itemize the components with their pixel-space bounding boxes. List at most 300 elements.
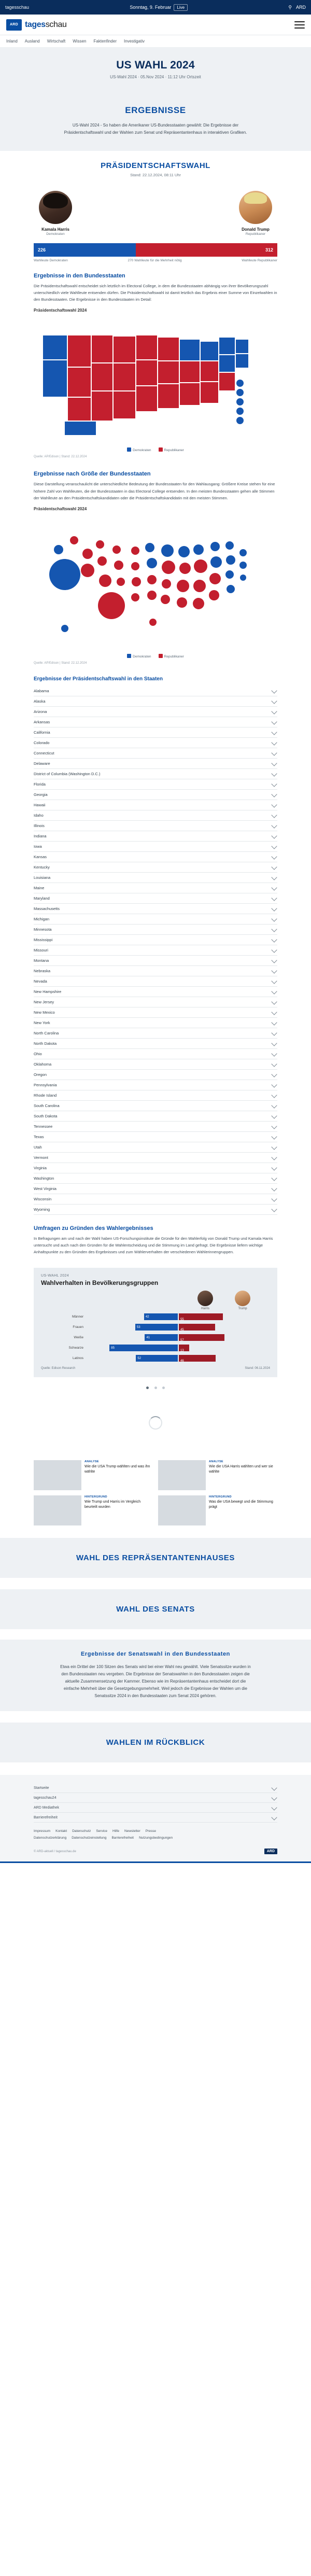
footer-bottom [34,1849,277,1861]
topbar-search-icon[interactable]: ⚲ [288,4,292,10]
chart-bar-row [41,1312,270,1321]
state-accordion-row[interactable] [34,1028,277,1039]
nav-item-ausland[interactable]: Ausland [24,39,40,44]
map-legend [34,447,277,452]
state-accordion-label: Kentucky [34,864,50,870]
state-accordion-label: California [34,730,50,735]
state-accordion-label: Pennsylvania [34,1082,57,1087]
results-lead: US-Wahl 2024 - So haben die Amerikaner US-Bundesstaaten gewählt: Die Ergebnisse der Präsidentschaftswahl und der Wahlen zum Senat und Repräsentantenhaus in interaktiven Grafiken. [64,123,247,135]
state-accordion-row[interactable] [34,1194,277,1205]
state-accordion-row[interactable] [34,686,277,696]
chevron-down-icon[interactable] [271,999,277,1005]
state-accordion-label: Wyoming [34,1207,50,1212]
chevron-down-icon[interactable] [271,1020,277,1026]
chart-bar-pair [87,1313,270,1320]
chevron-down-icon[interactable] [271,1093,277,1098]
senate-detail-title: Ergebnisse der Senatswahl in den Bundesstaaten [80,1651,230,1658]
nav-item-wissen[interactable]: Wissen [73,39,87,44]
state-accordion-row[interactable] [34,945,277,956]
presidential-heading: PRÄSIDENTSCHAFTSWAHL [101,161,210,170]
state-accordion-label: Alaska [34,698,46,704]
state-accordion-label: New Jersey [34,999,54,1004]
survey-chart-card[interactable] [34,1268,277,1377]
teaser-card[interactable] [158,1495,277,1525]
state-accordion-label: Oregon [34,1072,47,1077]
electoral-vote-bar [34,243,277,257]
chart-bar-trump [179,1345,189,1351]
footer-link[interactable]: Datenschutzeinstellung [72,1836,107,1840]
chart-kicker: US-WAHL 2024 [41,1274,69,1278]
state-accordion-label: Delaware [34,761,50,766]
us-choropleth-map[interactable] [34,315,277,444]
chevron-down-icon[interactable] [271,1144,277,1150]
carousel-dot-1[interactable] [146,1387,149,1389]
state-accordion-label: Connecticut [34,750,54,755]
state-accordion-row[interactable] [34,976,277,987]
state-accordion-row[interactable] [34,987,277,997]
loading-area [0,1392,311,1454]
state-accordion-row[interactable] [34,1007,277,1018]
harris-avatar [197,1291,213,1306]
chart-bar-trump-value: 55 [180,1318,184,1322]
trump-portrait [239,191,272,224]
electoral-bar-republicans: 312 [136,243,277,257]
state-accordion-row[interactable] [34,966,277,976]
chevron-down-icon[interactable] [271,1155,277,1160]
chevron-down-icon[interactable] [271,1785,277,1790]
chart-bar-harris [135,1324,178,1331]
chart-bar-pair [87,1345,270,1351]
cartogram-text: Diese Darstellung veranschaulicht die unterschiedliche Bedeutung der Bundesstaaten für den Wahlausgang: Größere Kreise stehen für eine höhere Zahl von Wahlleuten, die der Bundesstaaten in das Electoral College entsenden. In den meisten Bundesstaaten gehen alle Stimmen der Wahlleute an den Präsidentschaftskandidaten oder die Präsidentschaftskandidatin mit den meisten Stimmen. [34,482,275,500]
state-accordion-row[interactable] [34,1059,277,1070]
state-accordion-row[interactable] [34,1163,277,1173]
state-accordion-row[interactable] [34,738,277,748]
chart-bars [41,1312,270,1363]
state-accordion-row[interactable] [34,1090,277,1101]
state-accordion-row[interactable] [34,935,277,945]
retrospective-section [0,1723,311,1762]
state-accordion-row[interactable] [34,893,277,904]
footer-link[interactable]: Barrierefreiheit [111,1836,134,1840]
chevron-down-icon[interactable] [271,854,277,860]
state-accordion-row[interactable] [34,1111,277,1122]
state-accordion-row[interactable] [34,696,277,707]
state-accordion-label: Oklahoma [34,1061,52,1067]
cartogram-svg [34,513,277,651]
state-accordion-row[interactable] [34,1039,277,1049]
chart-bar-trump [179,1324,215,1331]
state-accordion-row[interactable] [34,1049,277,1059]
teaser-headline[interactable]: Wie die USA Harris wählten und wer sie wählte [209,1465,273,1474]
state-accordion-row[interactable] [34,956,277,966]
chart-source: Quelle: Edison Research [41,1367,76,1370]
primary-navigation [0,35,311,48]
chart-bar-label: Latinos [73,1356,83,1361]
chart-bar-trump-value: 45 [180,1328,184,1332]
state-map-caption: Präsidentschaftswahl 2024 [34,308,87,313]
chevron-down-icon[interactable] [271,968,277,974]
chevron-down-icon[interactable] [271,864,277,870]
footer-link[interactable]: Nutzungsbedingungen [139,1836,173,1840]
chart-bar-label: Frauen [73,1325,83,1329]
survey-title: Umfragen zu Gründen des Wahlergebnisses [34,1225,153,1231]
chevron-down-icon[interactable] [271,709,277,715]
footer-row[interactable] [34,1813,277,1823]
chart-bar-harris [136,1355,178,1362]
teaser-thumbnail [158,1460,206,1490]
chart-footer [41,1367,270,1370]
chart-head-trump [231,1291,255,1310]
chart-bar-trump [179,1313,223,1320]
state-accordion-row[interactable] [34,831,277,842]
chevron-down-icon[interactable] [271,1010,277,1015]
house-section [0,1538,311,1578]
footer-link-line [34,1835,277,1841]
chevron-down-icon[interactable] [271,1103,277,1109]
chevron-down-icon[interactable] [271,813,277,818]
chart-bar-harris [145,1334,178,1341]
state-accordion-row[interactable] [34,800,277,810]
loading-spinner-icon [149,1416,162,1430]
chevron-down-icon[interactable] [271,823,277,829]
chevron-down-icon[interactable] [271,937,277,943]
nav-item-investigativ[interactable]: Investigativ [123,39,145,44]
carousel-dots[interactable] [0,1382,311,1392]
footer-ard-label: ARD [264,1849,277,1854]
ard-logo-text: ARD [9,23,19,26]
teaser-kicker: ANALYSE [84,1460,99,1464]
state-accordion-label: Texas [34,1134,44,1139]
chevron-down-icon[interactable] [271,1124,277,1129]
state-accordion-row[interactable] [34,707,277,717]
teaser-card[interactable] [34,1495,153,1525]
state-accordion-row[interactable] [34,769,277,779]
teaser-thumbnail [34,1460,81,1490]
chevron-down-icon[interactable] [271,792,277,797]
state-map-title: Ergebnisse in den Bundesstaaten [34,273,125,279]
electoral-bar-legend [34,259,277,262]
state-accordion-label: Minnesota [34,927,52,932]
state-accordion-row[interactable] [34,779,277,790]
state-accordion-label: South Carolina [34,1103,60,1108]
footer-row[interactable] [34,1803,277,1813]
footer-link[interactable]: Hilfe [112,1829,120,1833]
states-list [34,686,277,1215]
state-accordion-row[interactable] [34,748,277,759]
state-accordion-label: Virginia [34,1165,47,1170]
chevron-down-icon[interactable] [271,761,277,766]
chevron-down-icon[interactable] [271,1175,277,1181]
state-accordion-row[interactable] [34,862,277,873]
footer-row[interactable] [34,1793,277,1803]
chevron-down-icon[interactable] [271,1030,277,1036]
legend-majority-note: 270 Wahlleute für die Mehrheit nötig [128,259,182,262]
footer-link[interactable]: Datenschutz [72,1829,91,1833]
chevron-down-icon[interactable] [271,978,277,984]
teaser-headline[interactable]: Wie Trump und Harris im Vergleich beurteilt wurden [84,1500,141,1509]
senate-section [0,1589,311,1629]
footer-row-label: ARD Mediathek [34,1805,60,1810]
state-accordion-row[interactable] [34,1205,277,1215]
chevron-down-icon[interactable] [271,989,277,995]
footer-link[interactable]: Kontakt [55,1829,67,1833]
teaser-list [34,1460,277,1525]
chevron-down-icon[interactable] [271,688,277,694]
chevron-down-icon[interactable] [271,1134,277,1140]
chart-timestamp: Stand: 06.11.2024 [245,1367,270,1370]
trump-name: Donald Trump [242,227,270,232]
state-accordion-row[interactable] [34,925,277,935]
chevron-down-icon[interactable] [271,1186,277,1192]
state-accordion-label: Indiana [34,833,47,838]
candidate-row [34,191,277,236]
harris-name: Kamala Harris [41,227,69,232]
chart-bar-label: Männer [72,1315,83,1319]
chevron-down-icon[interactable] [271,719,277,725]
state-accordion-label: Wisconsin [34,1196,52,1201]
chevron-down-icon[interactable] [271,916,277,922]
survey-text: In Befragungen am und nach der Wahl haben US-Forschungsinstitute die Gründe für den Wahlerfolg von Donald Trump und Kamala Harris untersucht und auch nach den Gründen für die Wahlentscheidung und die Stimmung im Land gefragt. Die Ergebnisse liefern wichtige Anhaltspunkte zu den Gründen des Ergebnisses und zum Wählerverhalten der verschiedenen Wählerinnengruppen. [34,1236,273,1254]
state-accordion-label: Montana [34,958,49,963]
state-accordion-label: West Virginia [34,1186,56,1191]
state-accordion-label: Tennessee [34,1124,53,1129]
site-logo[interactable] [6,19,67,31]
state-accordion-row[interactable] [34,1132,277,1142]
chevron-down-icon[interactable] [271,1082,277,1088]
state-accordion-label: Rhode Island [34,1093,57,1098]
state-accordion-row[interactable] [34,727,277,738]
footer-link[interactable]: Presse [145,1829,156,1833]
presidential-timestamp: Stand: 22.12.2024, 08:11 Uhr [130,173,181,177]
state-accordion-label: Arkansas [34,719,50,724]
state-accordion-row[interactable] [34,842,277,852]
teaser-kicker: ANALYSE [209,1460,223,1464]
state-accordion-label: District of Columbia (Washington D.C.) [34,771,101,776]
state-accordion-label: North Dakota [34,1041,57,1046]
chevron-down-icon[interactable] [271,771,277,777]
chart-head-harris [193,1291,217,1310]
chevron-down-icon[interactable] [271,885,277,891]
state-map-text: Die Präsidentschaftswahl entscheidet sich letztlich im Electoral College, in dem die Bundesstaaten abhängig von ihrer Bevölkerungszahl unterschiedlich viele Wahlleute entsenden dürfen. Die Präsidentschaftswahl ist damit letztlich das Ergebnis einer Summe von Einzelwahlen in den Bundesstaaten. Die Ergebnisse in den Bundesstaaten im Detail: [34,284,277,302]
state-accordion-label: Massachusetts [34,906,60,911]
teaser-text [84,1460,153,1490]
cartogram-legend-rep: Republikaner [159,654,184,659]
footer-row-label: Barrierefreiheit [34,1815,58,1819]
footer-link[interactable]: Newsletter [124,1829,140,1833]
state-accordion-label: Kansas [34,854,47,859]
trump-party: Republikaner [245,232,266,236]
chevron-down-icon[interactable] [271,781,277,787]
state-accordion-row[interactable] [34,759,277,769]
footer-link-line [34,1828,277,1835]
hero-date: US-Wahl 2024 · 05.Nov 2024 · 11:12 Uhr Ortszeit [110,75,201,79]
chevron-down-icon[interactable] [271,833,277,839]
chevron-down-icon[interactable] [271,1165,277,1171]
map-legend-dem: Demokraten [127,447,151,452]
state-accordion-label: Maryland [34,895,50,901]
state-accordion-label: Idaho [34,813,44,818]
teaser-card[interactable] [34,1460,153,1490]
chevron-down-icon[interactable] [271,698,277,704]
chart-bar-trump-value: 13 [180,1349,184,1353]
chevron-down-icon[interactable] [271,958,277,963]
chart-bar-trump [179,1355,216,1362]
chart-bar-pair [87,1355,270,1362]
state-accordion-label: Alabama [34,688,49,693]
state-map-section [34,262,277,460]
hamburger-menu-icon[interactable] [294,21,305,29]
chevron-down-icon[interactable] [271,1051,277,1057]
state-accordion-row[interactable] [34,717,277,727]
carousel-dot-2[interactable] [154,1387,157,1389]
cartogram-legend-dem: Demokraten [127,654,151,659]
state-accordion-row[interactable] [34,790,277,800]
state-accordion-row[interactable] [34,1122,277,1132]
nav-item-wirtschaft[interactable]: Wirtschaft [47,39,66,44]
cartogram-source: Quelle: AP/Edison | Stand: 22.12.2024 [34,661,87,665]
state-accordion-label: Colorado [34,740,50,745]
logo-wordmark-secondary: schau [45,20,67,29]
state-accordion-row[interactable] [34,821,277,831]
logo-wordmark [25,20,67,30]
state-accordion-row[interactable] [34,1142,277,1153]
state-accordion-row[interactable] [34,1153,277,1163]
topbar-live-chip[interactable]: Live [174,4,188,11]
teaser-kicker: HINTERGRUND [209,1495,232,1499]
harris-party: Demokraten [46,232,65,236]
page-title: US WAHL 2024 [116,59,195,71]
chart-bar-trump-value: 57 [180,1339,184,1342]
teaser-card[interactable] [158,1460,277,1490]
footer-link[interactable]: Service [96,1829,108,1833]
chevron-down-icon[interactable] [271,927,277,932]
teaser-kicker: HINTERGRUND [84,1495,107,1499]
topbar-ard-label: ARD [295,5,306,10]
logo-wordmark-primary: tages [25,20,46,29]
chart-candidate-heads [41,1291,270,1310]
senate-heading: WAHL DES SENATS [116,1605,195,1614]
chevron-down-icon[interactable] [271,875,277,880]
retrospective-heading: WAHLEN IM RÜCKBLICK [106,1738,205,1747]
senate-detail-text: Etwa ein Drittel der 100 Sitzen des Senats wird bei einer Wahl neu gewählt. Viele Senatssitze wurden in den Bundesstaaten neu vergeben. Die Ergebnisse der Senatswahlen in den Bundesstaaten zeigen die aktuelle Zusammensetzung der Kammer. Ebenso wie im Repräsentantenhaus entscheidet dort die einfache Mehrheit über die Gesetzgebungsmehrheit. Weil jedoch die Ergebnisse der Wahlen um die Senatssitze 2024 in den Bundesstaaten zum Senat 2024 gehören. [60,1664,251,1699]
footer-ard-logo [264,1849,277,1854]
teaser-text [209,1495,277,1525]
footer-row-label: tagesschau24 [34,1796,56,1800]
state-accordion-row[interactable] [34,914,277,925]
chevron-down-icon[interactable] [271,895,277,901]
chevron-down-icon[interactable] [271,1041,277,1046]
us-bubble-cartogram[interactable] [34,513,277,651]
state-accordion-label: Mississippi [34,937,53,942]
footer-link[interactable]: Datenschutzerklärung [34,1836,67,1840]
state-accordion-row[interactable] [34,904,277,914]
ard-logo-icon [6,19,22,31]
state-accordion-row[interactable] [34,883,277,893]
teaser-headline[interactable]: Wie die USA Trump wählten und was ihn wählte [84,1465,150,1474]
chevron-down-icon[interactable] [271,906,277,912]
presidential-section-header [0,151,311,183]
teaser-headline[interactable]: Was die USA bewegt und die Stimmung prägt [209,1500,273,1509]
chevron-down-icon[interactable] [271,750,277,756]
state-accordion-row[interactable] [34,1173,277,1184]
state-accordion-row[interactable] [34,810,277,821]
state-accordion-label: Hawaii [34,802,46,807]
chart-bar-harris-value: 53 [136,1325,140,1329]
chevron-down-icon[interactable] [271,1804,277,1810]
state-accordion-row[interactable] [34,1080,277,1090]
nav-item-inland[interactable]: Inland [6,39,18,44]
chevron-down-icon[interactable] [271,730,277,735]
state-accordion-label: Utah [34,1144,42,1150]
chart-bar-row [41,1323,270,1332]
map-legend-rep: Republikaner [159,447,184,452]
state-accordion-row[interactable] [34,1101,277,1111]
chart-bar-row [41,1354,270,1363]
state-accordion-label: Iowa [34,844,42,849]
topbar-right [288,5,306,10]
chart-bar-harris-value: 52 [137,1356,142,1360]
chevron-down-icon[interactable] [271,1207,277,1212]
map-source: Quelle: AP/Edison | Stand: 22.12.2024 [34,455,87,459]
footer-row[interactable] [34,1783,277,1793]
state-accordion-row[interactable] [34,1018,277,1028]
senate-detail-band [0,1640,311,1711]
chart-title: Wahlverhalten in Bevölkerungsgruppen [41,1279,159,1287]
harris-portrait [39,191,72,224]
chevron-down-icon[interactable] [271,1061,277,1067]
chart-bar-pair [87,1324,270,1331]
chevron-down-icon[interactable] [271,1795,277,1800]
chevron-down-icon[interactable] [271,1196,277,1202]
results-intro-band [0,93,311,151]
chart-bar-label: Schwarze [68,1346,83,1350]
us-map-svg [34,315,277,444]
site-header [0,15,311,35]
teaser-text [84,1495,153,1525]
chart-bar-pair [87,1334,270,1341]
state-accordion-label: Washington [34,1175,54,1181]
state-accordion-label: New York [34,1020,50,1025]
state-accordion-label: Michigan [34,916,50,921]
state-accordion-row[interactable] [34,1070,277,1080]
state-accordion-label: Nevada [34,978,47,984]
footer-row-label: Startseite [34,1786,49,1790]
chevron-down-icon[interactable] [271,1113,277,1119]
nav-item-faktenfinder[interactable]: Faktenfinder [93,39,117,44]
topbar-left[interactable] [5,5,29,10]
state-accordion-row[interactable] [34,852,277,862]
state-accordion-label: New Mexico [34,1010,55,1015]
state-accordion-row[interactable] [34,873,277,883]
chevron-down-icon[interactable] [271,844,277,849]
chart-bar-harris [144,1313,178,1320]
chevron-down-icon[interactable] [271,802,277,808]
state-accordion-row[interactable] [34,997,277,1007]
chevron-down-icon[interactable] [271,1072,277,1077]
carousel-dot-3[interactable] [162,1387,165,1389]
site-footer [0,1775,311,1863]
footer-bottom-rule [0,1861,311,1863]
chevron-down-icon[interactable] [271,740,277,746]
chevron-down-icon[interactable] [271,947,277,953]
cartogram-section [34,460,277,666]
state-accordion-row[interactable] [34,1184,277,1194]
chart-bar-row [41,1333,270,1342]
chevron-down-icon[interactable] [271,1814,277,1820]
footer-link[interactable]: Impressum [34,1829,51,1833]
topbar-center [33,4,284,11]
cartogram-legend [34,654,277,659]
